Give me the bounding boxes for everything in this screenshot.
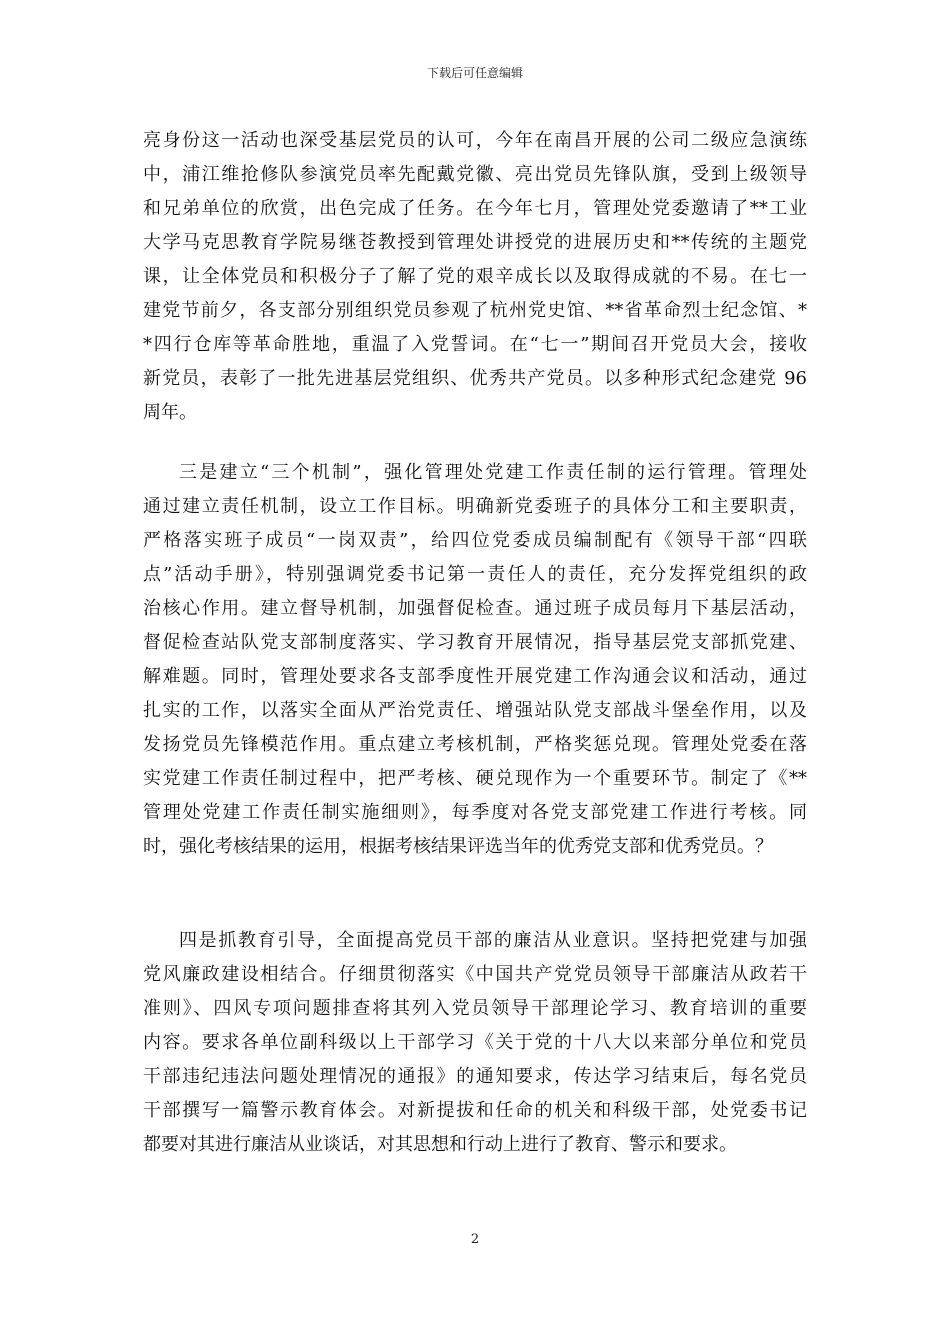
- text-line: 干部撰写一篇警示教育体会。对新提拔和任命的机关和科级干部，处党委书记: [143, 1100, 807, 1121]
- text-line: 建党节前夕，各支部分别组织党员参观了杭州党史馆、**省革命烈士纪念馆、*: [143, 300, 807, 321]
- page-number: 2: [470, 1232, 480, 1247]
- paragraph-three-mechanisms: [143, 456, 807, 864]
- text-line: 发扬党员先锋模范作用。重点建立考核机制，严格奖惩兑现。管理处党委在落: [143, 734, 807, 755]
- text-line: 亮身份这一活动也深受基层党员的认可，今年在南昌开展的公司二级应急演练: [143, 130, 807, 151]
- text-line: 治核心作用。建立督导机制，加强督促检查。通过班子成员每月下基层活动，: [143, 598, 807, 619]
- text-line: 扎实的工作，以落实全面从严治党责任、增强站队党支部战斗堡垒作用，以及: [143, 700, 807, 721]
- paragraph-education-guidance: [143, 924, 807, 1162]
- text-line: 解难题。同时，管理处要求各支部季度性开展党建工作沟通会议和活动，通过: [143, 666, 807, 687]
- text-line: 点”活动手册》，特别强调党委书记第一责任人的责任，充分发挥党组织的政: [143, 564, 807, 585]
- text-line: 准则》、四风专项问题排查将其列入党员领导干部理论学习、教育培训的重要: [143, 998, 807, 1019]
- text-line: 时，强化考核结果的运用，根据考核结果评选当年的优秀党支部和优秀党员。？: [143, 836, 773, 857]
- page-header: 下载后可任意编辑: [426, 66, 523, 80]
- text-line: 大学马克思教育学院易继苍教授到管理处讲授党的进展历史和**传统的主题党: [143, 232, 807, 253]
- text-line: 党风廉政建设相结合。仔细贯彻落实《中国共产党党员领导干部廉洁从政若干: [143, 964, 807, 985]
- text-line: 严格落实班子成员“一岗双责”，给四位党委成员编制配有《领导干部“四联: [143, 530, 807, 551]
- text-line: 四是抓教育引导，全面提高党员干部的廉洁从业意识。坚持把党建与加强: [179, 930, 807, 951]
- text-line: 干部违纪违法问题处理情况的通报》的通知要求，传达学习结束后，每名党员: [143, 1066, 807, 1087]
- text-line: 督促检查站队党支部制度落实、学习教育开展情况，指导基层党支部抓党建、: [143, 632, 807, 653]
- text-line: 内容。要求各单位副科级以上干部学习《关于党的十八大以来部分单位和党员: [143, 1032, 807, 1053]
- paragraph-continuation: [143, 124, 807, 430]
- text-line: 管理处党建工作责任制实施细则》，每季度对各党支部党建工作进行考核。同: [143, 802, 807, 823]
- text-line: 和兄弟单位的欣赏，出色完成了任务。在今年七月，管理处党委邀请了**工业: [143, 198, 807, 219]
- text-line: 通过建立责任机制，设立工作目标。明确新党委班子的具体分工和主要职责，: [143, 496, 807, 517]
- text-line: 周年。: [143, 402, 197, 423]
- text-line: 三是建立“三个机制”，强化管理处党建工作责任制的运行管理。管理处: [179, 462, 807, 483]
- text-line: 都要对其进行廉洁从业谈话，对其思想和行动上进行了教育、警示和要求。: [143, 1134, 737, 1155]
- text-line: 课，让全体党员和积极分子了解了党的艰辛成长以及取得成就的不易。在七一: [143, 266, 807, 287]
- text-line: 实党建工作责任制过程中，把严考核、硬兑现作为一个重要环节。制定了《**: [143, 768, 807, 789]
- text-line: *四行仓库等革命胜地，重温了入党誓词。在“七一”期间召开党员大会，接收: [143, 334, 807, 355]
- text-line: 新党员，表彰了一批先进基层党组织、优秀共产党员。以多种形式纪念建党 96: [143, 368, 807, 389]
- text-line: 中，浦江维抢修队参演党员率先配戴党徽、亮出党员先锋队旗，受到上级领导: [143, 164, 807, 185]
